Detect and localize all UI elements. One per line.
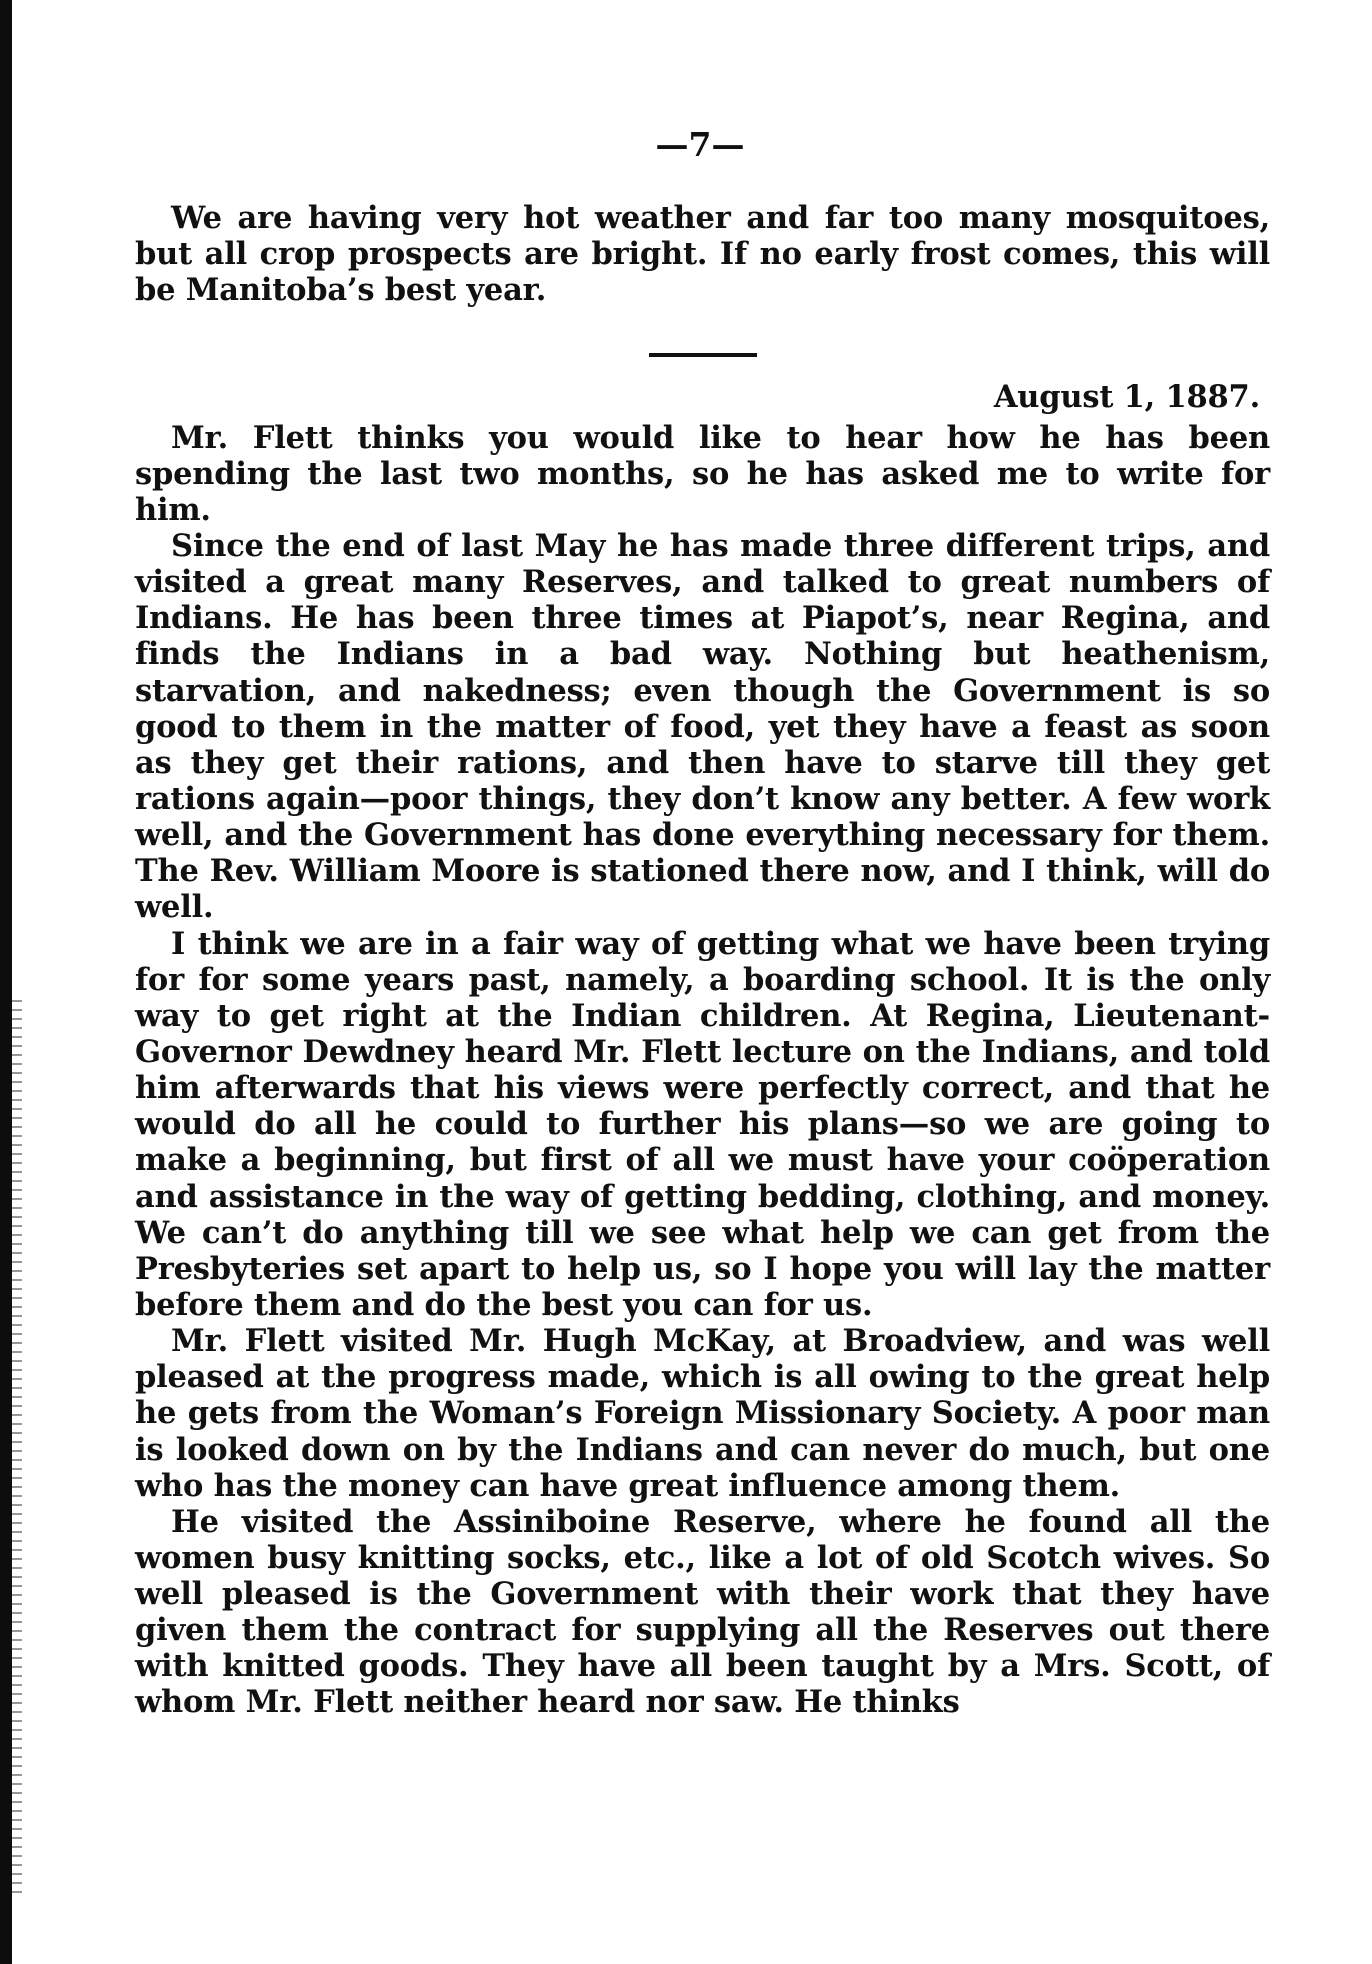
paragraph-weather: We are having very hot weather and far too many mosquitoes, but all crop prospects are bright. If no early frost comes, this will be Manitoba’s best year. [135, 200, 1270, 309]
binding-speckle [12, 1000, 22, 1900]
paragraph-1: Mr. Flett thinks you would like to hear how he has been spending the last two months, so he has asked me to write for him. [135, 419, 1270, 528]
letter-date: August 1, 1887. [993, 379, 1260, 416]
text-body [135, 200, 1270, 1721]
paragraph-5: He visited the Assiniboine Reserve, where he found all the women busy knitting socks, etc., like a lot of old Scotch wives. So well pleased is the Government with their work that they have given them the contract for supplying all the Reserves out there with knitted goods. They have all been taught by a Mrs. Scott, of whom Mr. Flett neither heard nor saw. He thinks [135, 1503, 1270, 1721]
paragraph-4: Mr. Flett visited Mr. Hugh McKay, at Broadview, and was well pleased at the progress made, which is all owing to the great help he gets from the Woman’s Foreign Missionary Society. A poor man is looked down on by the Indians and can never do much, but one who has the money can have great influence among them. [135, 1323, 1270, 1504]
paragraph-3: I think we are in a fair way of getting what we have been trying for for some years past, namely, a boarding school. It is the only way to get right at the Indian children. At Regina, Lieutenant-Governor Dewdney heard Mr. Flett lecture on the Indians, and told him afterwards that his views were perfectly correct, and that he would do all he could to further his plans—so we are going to make a beginning, but first of all we must have your coöperation and assistance in the way of getting bedding, clothing, and money. We can’t do anything till we see what help we can get from the Presbyteries set apart to help us, so I hope you will lay the matter before them and do the best you can for us. [135, 925, 1270, 1323]
binding-edge [0, 0, 12, 1964]
page-number: —7— [655, 125, 745, 164]
paragraph-2: Since the end of last May he has made three different trips, and visited a great many Reserves, and talked to great numbers of Indians. He has been three times at Piapot’s, near Regina, and finds the Indians in a bad way. Nothing but heathenism, starvation, and nakedness; even though the Government is so good to them in the matter of food, yet they have a feast as soon as they get their rations, and then have to starve till they get rations again—poor things, they don’t know any better. A few work well, and the Government has done everything necessary for them. The Rev. William Moore is stationed there now, and I think, will do well. [135, 527, 1270, 926]
section-divider [649, 353, 757, 357]
